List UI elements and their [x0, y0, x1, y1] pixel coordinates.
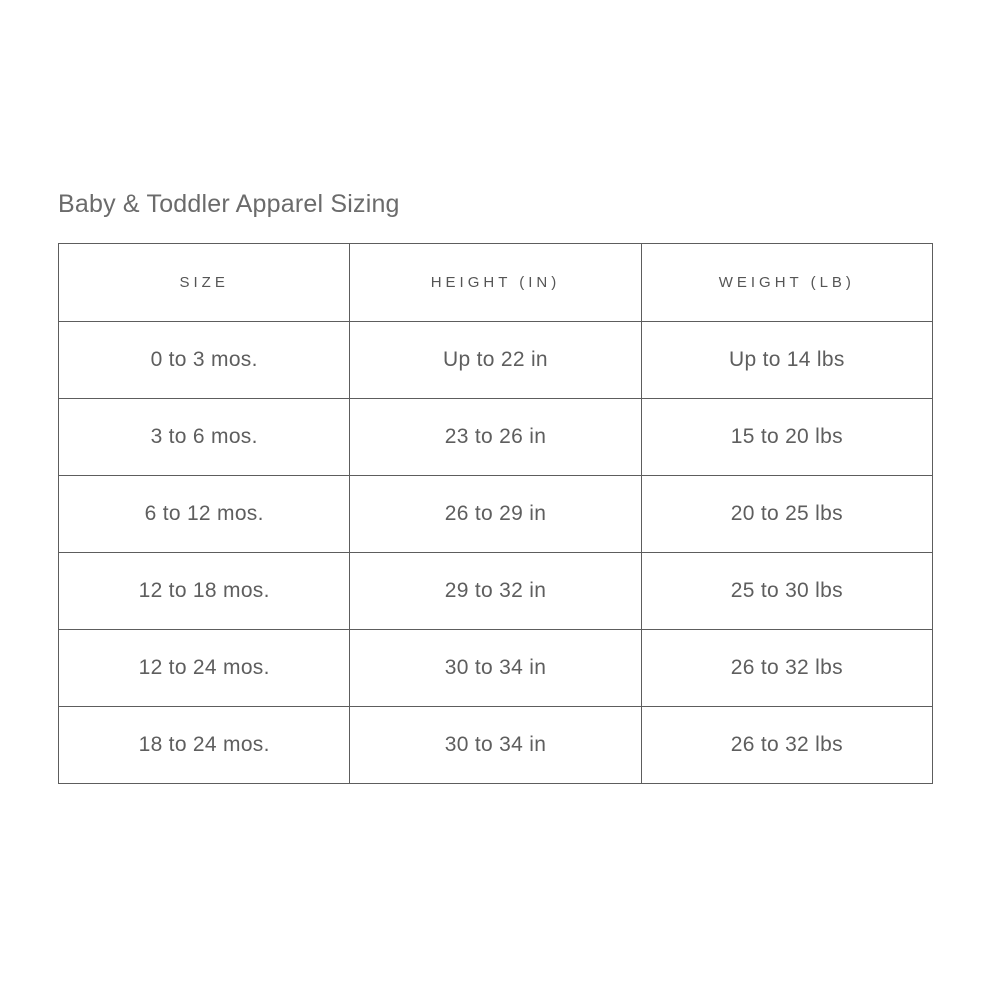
header-weight: WEIGHT (LB) — [641, 244, 932, 322]
size-cell: 12 to 18 mos. — [59, 553, 350, 630]
table-row — [59, 630, 933, 707]
page-title: Baby & Toddler Apparel Sizing — [58, 190, 400, 218]
weight-cell: 25 to 30 lbs — [641, 553, 932, 630]
height-cell: 26 to 29 in — [350, 476, 641, 553]
table-row — [59, 553, 933, 630]
table-row — [59, 322, 933, 399]
size-cell: 12 to 24 mos. — [59, 630, 350, 707]
height-cell: Up to 22 in — [350, 322, 641, 399]
size-cell: 3 to 6 mos. — [59, 399, 350, 476]
height-cell: 29 to 32 in — [350, 553, 641, 630]
weight-cell: 26 to 32 lbs — [641, 707, 932, 784]
height-cell: 23 to 26 in — [350, 399, 641, 476]
height-cell: 30 to 34 in — [350, 630, 641, 707]
weight-cell: 20 to 25 lbs — [641, 476, 932, 553]
table-row — [59, 707, 933, 784]
weight-cell: 15 to 20 lbs — [641, 399, 932, 476]
sizing-table — [58, 243, 933, 784]
weight-cell: 26 to 32 lbs — [641, 630, 932, 707]
size-cell: 6 to 12 mos. — [59, 476, 350, 553]
header-size: SIZE — [59, 244, 350, 322]
size-cell: 18 to 24 mos. — [59, 707, 350, 784]
weight-cell: Up to 14 lbs — [641, 322, 932, 399]
table-row — [59, 476, 933, 553]
size-cell: 0 to 3 mos. — [59, 322, 350, 399]
table-header-row — [59, 244, 933, 322]
header-height: HEIGHT (IN) — [350, 244, 641, 322]
table-row — [59, 399, 933, 476]
height-cell: 30 to 34 in — [350, 707, 641, 784]
